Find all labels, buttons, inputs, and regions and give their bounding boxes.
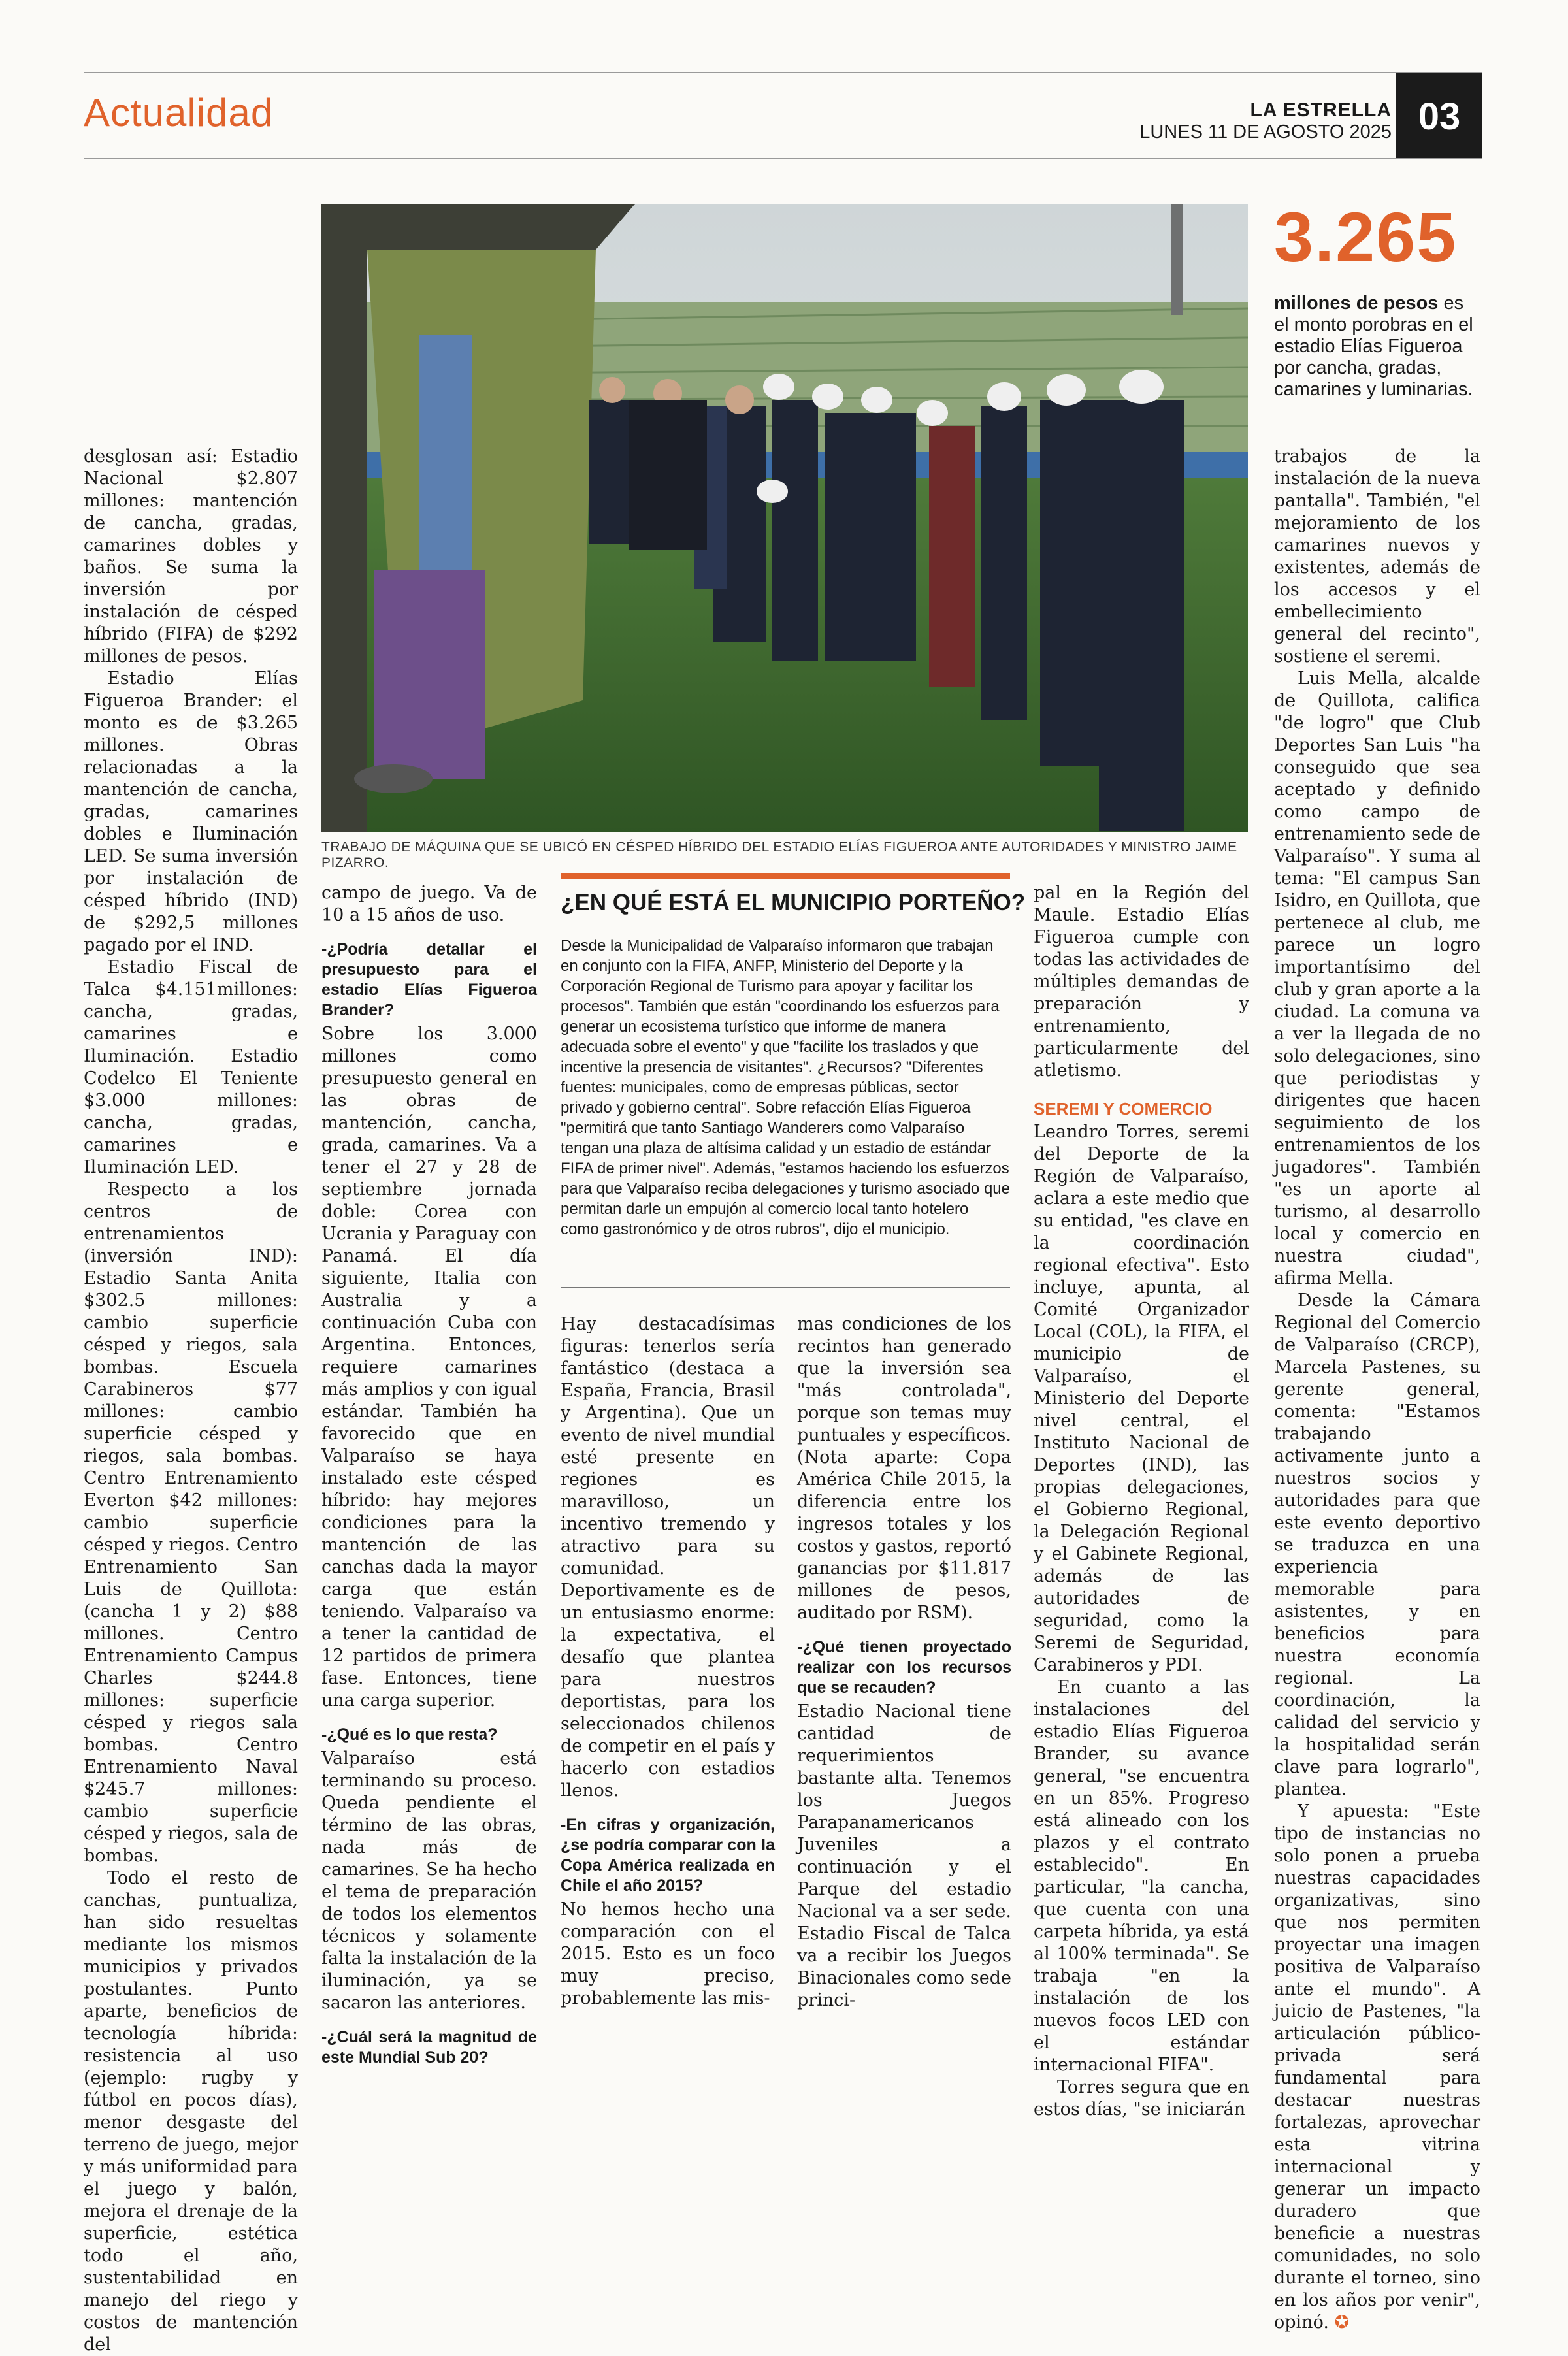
stadium-photo bbox=[321, 204, 1248, 832]
page-number: 03 bbox=[1396, 73, 1482, 159]
box-accent-rule bbox=[561, 873, 1010, 879]
column-1 bbox=[84, 446, 298, 2356]
paragraph: Torres segura que en estos días, "se iniciarán bbox=[1034, 2077, 1249, 2119]
interview-question: -¿Qué tienen proyectado realizar con los recursos que se recauden? bbox=[797, 1638, 1011, 1697]
column-4 bbox=[797, 1313, 1011, 2012]
column-3 bbox=[561, 1313, 775, 2010]
highlight-text bbox=[1274, 293, 1480, 401]
paragraph: pal en la Región del Maule. Estadio Elías Figueroa cumple con todas las actividades de múltiples demandas de preparación y entrenamiento, particularmente del atletismo. bbox=[1034, 883, 1249, 1081]
paragraph: mas condiciones de los recintos han generado que la inversión sea "más controlada", porque son temas muy puntuales y específicos. (Nota aparte: Copa América Chile 2015, la diferencia entre los ingresos totales y los costos y gastos, reportó ganancias por $11.817 millones de pesos, auditado por RSM). bbox=[797, 1314, 1011, 1623]
paragraph: Estadio Elías Figueroa Brander: el monto es de $3.265 millones. Obras relacionadas a la mantención de cancha, gradas, camarines dobles e Iluminación LED. Se suma inversión por instalación de césped híbrido (IND) de $292,5 millones pagado por el IND. bbox=[84, 668, 298, 955]
paragraph: En cuanto a las instalaciones del estadio Elías Figueroa Brander, su avance general, "se encuentra en un 85%. Progreso está alineado con los plazos y el contrato establecido". En particular, "la cancha, que cuenta con una carpeta híbrida, ya está al 100% terminada". Se trabaja "en la instalación de los nuevos focos LED con el estándar internacional FIFA". bbox=[1034, 1677, 1249, 2075]
paragraph: Leandro Torres, seremi del Deporte de la Región de Valparaíso, aclara a este medio que su entidad, "es clave en la coordinación regional efectiva". Esto incluye, apunta, al Comité Organizador Local (COL), la FIFA, el municipio de Valparaíso, el Ministerio del Deporte nivel central, el Instituto Nacional de Deportes (IND), las propias delegaciones, el Gobierno Regional, la Delegación Regional y el Gabinete Regional, además de las autoridades de seguridad, como la Seremi de Seguridad, Carabineros y PDI. bbox=[1034, 1122, 1249, 1675]
box-bottom-rule bbox=[561, 1287, 1010, 1288]
column-2 bbox=[321, 882, 537, 2070]
paragraph: Valparaíso está terminando su proceso. Queda pendiente el término de las obras, nada más de camarines. Se ha hecho el tema de preparación de todos los elementos técnicos y solamente falta la instalación de la iluminación, ya se sacaron las anteriores. bbox=[321, 1748, 537, 2013]
column-5 bbox=[1034, 882, 1249, 2121]
header-top-rule bbox=[84, 72, 1482, 73]
photo-caption: TRABAJO DE MÁQUINA QUE SE UBICÓ EN CÉSPED HÍBRIDO DEL ESTADIO ELÍAS FIGUEROA ANTE AUTORIDADES Y MINISTRO JAIME PIZARRO. bbox=[321, 840, 1237, 870]
highlight-rest: es el monto porobras en el estadio Elías Figueroa por cancha, gradas, camarines y luminarias. bbox=[1274, 293, 1473, 400]
paragraph: Desde la Cámara Regional del Comercio de Valparaíso (CRCP), Marcela Pastenes, su gerente general, comenta: "Estamos trabajando activamente junto a nuestros socios y autoridades para que este evento deportivo se traduzca en una experiencia memorable para asistentes, y en beneficios para nuestra economía regional. La coordinación, la calidad del servicio y la hospitalidad serán clave para lograrlo", plantea. bbox=[1274, 1290, 1480, 1799]
section-subhead: SEREMI Y COMERCIO bbox=[1034, 1099, 1213, 1119]
newspaper-name: LA ESTRELLA bbox=[1250, 99, 1392, 121]
paragraph: Todo el resto de canchas, puntualiza, han sido resueltas mediante los mismos municipios y privados postulantes. Punto aparte, beneficios de tecnología híbrida: resistencia al uso (ejemplo: rugby y fútbol en pocos días), menor desgaste del terreno de juego, mejor y más uniformidad para el juego y balón, mejora el drenaje de la superficie, estética todo el año, sustentabilidad en manejo del riego y costos de mantención del bbox=[84, 1868, 298, 2355]
header-bottom-rule bbox=[84, 158, 1482, 159]
interview-question: -En cifras y organización, ¿se podría comparar con la Copa América realizada en Chile el año 2015? bbox=[561, 1816, 775, 1895]
column-6 bbox=[1274, 446, 1480, 2334]
issue-date: LUNES 11 DE AGOSTO 2025 bbox=[1139, 122, 1392, 142]
highlight-number: 3.265 bbox=[1274, 197, 1458, 276]
paragraph: desglosan así: Estadio Nacional $2.807 millones: mantención de cancha, gradas, camarines dobles y baños. Se suma la inversión por instalación de césped híbrido (FIFA) de $292 millones de pesos. bbox=[84, 446, 298, 666]
highlight-bold: millones de pesos bbox=[1274, 293, 1439, 314]
end-of-article-icon: ✪ bbox=[1334, 2312, 1350, 2332]
box-body: Desde la Municipalidad de Valparaíso informaron que trabajan en conjunto con la FIFA, ANFP, Ministerio del Deporte y la Corporación Regional de Turismo para apoyar y facilitar los procesos". También que están "coordinando los esfuerzos para generar un ecosistema turístico que informe de manera adecuada sobre el evento" y que "facilite los traslados y que incentive la presencia de visitantes". ¿Recursos? "Diferentes fuentes: municipales, como de empresas públicas, sector privado y gobierno central". Sobre refacción Elías Figueroa "permitirá que tanto Santiago Wanderers como Valparaíso tengan una plaza de altísima calidad y un estadio de estándar FIFA de primer nivel". Además, "estamos haciendo los esfuerzos para que Valparaíso reciba delegaciones y turismo asociado que permitan darle un empujón al comercio local tanto hotelero como gastronómico y de otros rubros", dijo el municipio. bbox=[561, 937, 1010, 1238]
paragraph bbox=[1274, 1801, 1480, 2334]
interview-question: -¿Cuál será la magnitud de este Mundial Sub 20? bbox=[321, 2028, 537, 2067]
paragraph: No hemos hecho una comparación con el 2015. Esto es un foco muy preciso, probablemente las mis- bbox=[561, 1899, 775, 2008]
paragraph: trabajos de la instalación de la nueva pantalla". También, "el mejoramiento de los camarines nuevos y existentes, además de los accesos y el embellecimiento general del recinto", sostiene el seremi. bbox=[1274, 446, 1480, 666]
paragraph: campo de juego. Va de 10 a 15 años de uso. bbox=[321, 883, 537, 925]
interview-question: -¿Podría detallar el presupuesto para el estadio Elías Figueroa Brander? bbox=[321, 940, 537, 1019]
paragraph: Luis Mella, alcalde de Quillota, califica "de logro" que Club Deportes San Luis "ha conseguido que sea aceptado y definido como campo de entrenamiento sede de Valparaíso". Y suma al tema: "El campus San Isidro, en Quillota, que pertenece al club, me parece un logro importantísimo del club y gran aporte a la ciudad. La comuna va a ver la llegada de no solo delegaciones, sino que periodistas y dirigentes que hacen seguimiento de los entrenamientos de los jugadores". También "es un aporte al turismo, al desarrollo local y comercio en nuestra ciudad", afirma Mella. bbox=[1274, 668, 1480, 1288]
paragraph: Respecto a los centros de entrenamientos (inversión IND): Estadio Santa Anita $302.5 millones: cambio superficie césped y riegos, sala bombas. Escuela Carabineros $77 millones: cambio superficie césped y riegos, sala bombas. Centro Entrenamiento Everton $42 millones: cambio superficie césped y riegos. Centro Entrenamiento San Luis de Quillota: (cancha 1 y 2) $88 millones. Centro Entrenamiento Campus Charles $244.8 millones: superficie césped y riegos sala bombas. Centro Entrenamiento Naval $245.7 millones: cambio superficie césped y riegos, sala de bombas. bbox=[84, 1179, 298, 1866]
paragraph: Hay destacadísimas figuras: tenerlos sería fantástico (destaca a España, Francia, Brasil y Argentina). Que un evento de nivel mundial esté presente en regiones es maravilloso, un incentivo tremendo y atractivo para su comunidad. Deportivamente es de un entusiasmo enorme: la expectativa, el desafío que plantea para nuestros deportistas, para los seleccionados chilenos de competir en el país y hacerlo con estadios llenos. bbox=[561, 1314, 775, 1801]
masthead bbox=[1139, 99, 1392, 143]
paragraph: Estadio Fiscal de Talca $4.151millones: cancha, gradas, camarines e Iluminación. Estadio Codelco El Teniente $3.000 millones: cancha, gradas, camarines e Iluminación LED. bbox=[84, 957, 298, 1177]
paragraph-text: Y apuesta: "Este tipo de instancias no solo ponen a prueba nuestras capacidades organizativas, sino que nos permiten proyectar una imagen positiva de Valparaíso ante el mundo". A juicio de Pastenes, "la articulación público-privada será fundamental para destacar nuestras fortalezas, aprovechar esta vitrina internacional y generar un impacto duradero que beneficie a nuestras comunidades, no solo durante el torneo, sino en los años por venir", opinó. bbox=[1274, 1801, 1480, 2332]
box-title: ¿EN QUÉ ESTÁ EL MUNICIPIO PORTEÑO? bbox=[561, 890, 1026, 915]
paragraph: Sobre los 3.000 millones como presupuesto general en las obras de mantención, cancha, grada, camarines. Va a tener el 27 y 28 de septiembre jornada doble: Corea con Ucrania y Paraguay con Panamá. El día siguiente, Italia con Australia y a continuación Cuba con Argentina. Entonces, requiere camarines más amplios y con igual estándar. También ha favorecido que en Valparaíso se haya instalado este césped híbrido: hay mejores condiciones para la mantención de las canchas dada la mayor carga que están teniendo. Valparaíso va a tener la cantidad de 12 partidos de primera fase. Entonces, tiene una carga superior. bbox=[321, 1024, 537, 1710]
interview-question: -¿Qué es lo que resta? bbox=[321, 1726, 498, 1744]
section-title: Actualidad bbox=[84, 91, 274, 135]
paragraph: Estadio Nacional tiene cantidad de requerimientos bastante alta. Tenemos los Juegos Parapanamericanos Juveniles a continuación y el Parque del estadio Nacional va a ser sede. Estadio Fiscal de Talca va a recibir los Juegos Binacionales como sede princi- bbox=[797, 1701, 1011, 2010]
